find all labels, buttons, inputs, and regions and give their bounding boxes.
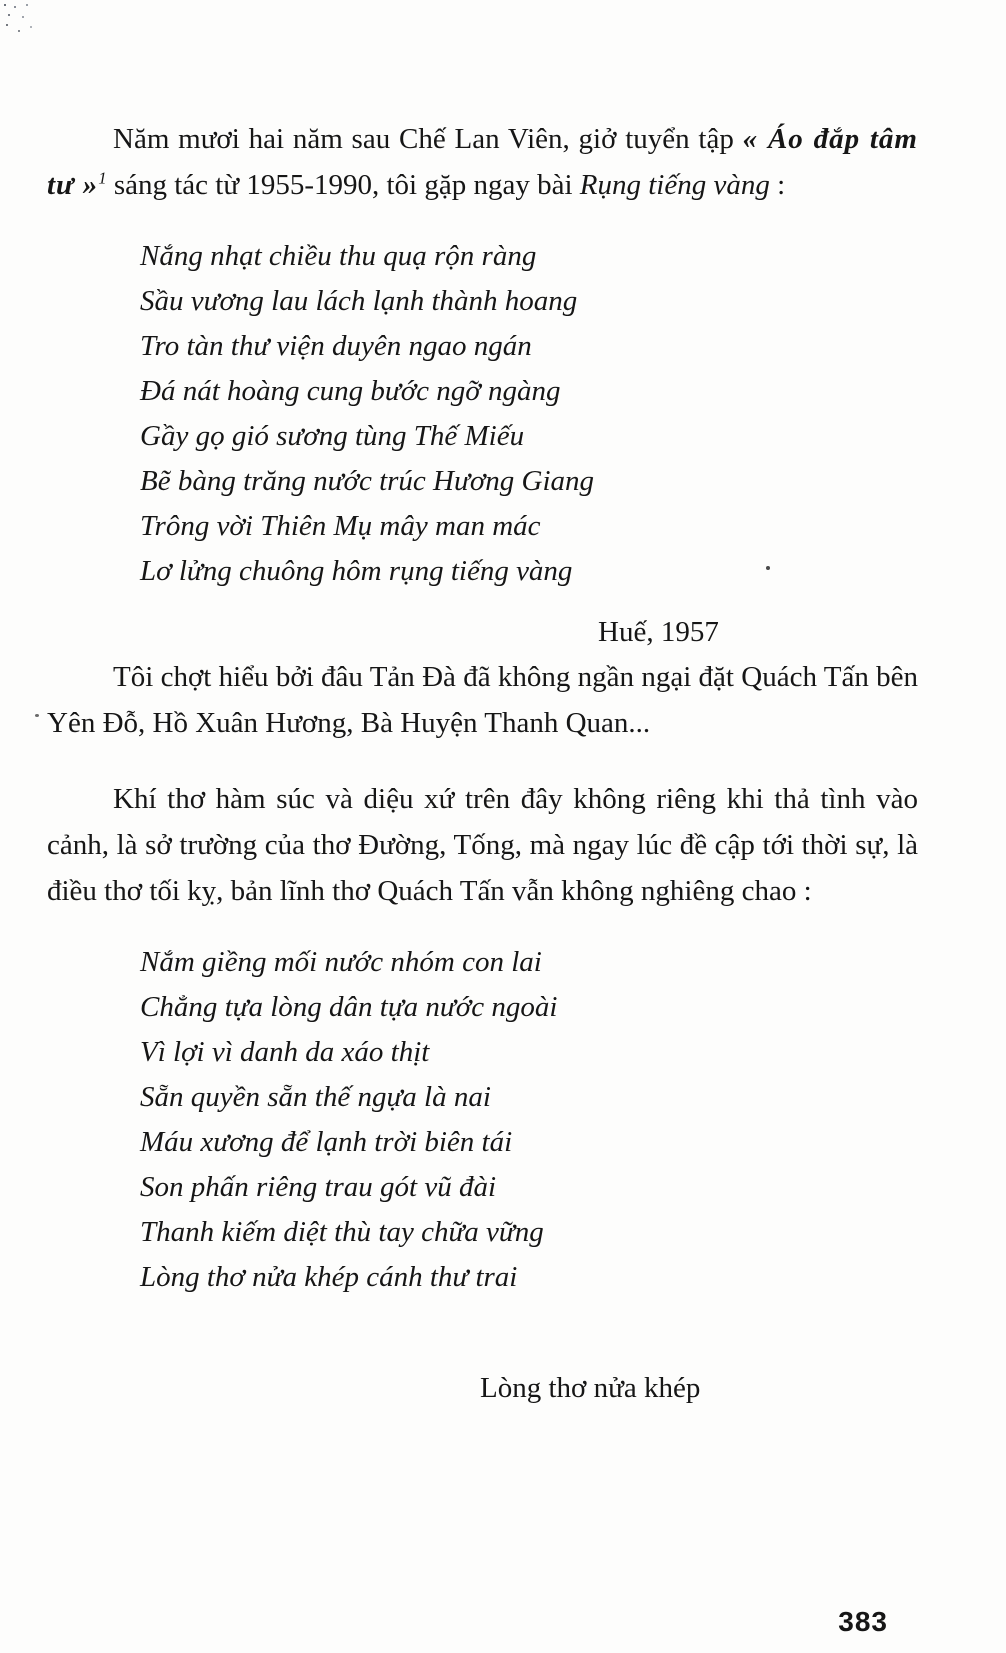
poem-line: Chẳng tựa lòng dân tựa nước ngoài: [140, 991, 558, 1023]
poem-line: Vì lợi vì danh da xáo thịt: [140, 1036, 430, 1068]
poem-line: Sầu vương lau lách lạnh thành hoang: [140, 285, 578, 317]
text-segment: sáng tác từ 1955-1990, tôi gặp ngay bài: [106, 169, 580, 201]
paragraph-intro: [47, 116, 918, 208]
poem-line: Trông vời Thiên Mụ mây man mác: [140, 510, 541, 542]
paragraph-commentary-1: Tôi chợt hiểu bởi đâu Tản Đà đã không ngần ngại đặt Quách Tấn bên Yên Đỗ, Hồ Xuân Hương, Bà Huyện Thanh Quan...: [47, 661, 918, 739]
text-segment: :: [769, 169, 786, 201]
text-segment: 1: [98, 168, 107, 188]
poem-long-tho-nua-khep: [140, 940, 918, 1300]
poem-attribution: Huế, 1957: [598, 616, 719, 648]
poem-line: Lơ lửng chuông hôm rụng tiếng vàng: [140, 555, 573, 587]
poem-line: Sẵn quyền sẵn thế ngựa là nai: [140, 1081, 491, 1113]
poem-line: Nắm giềng mối nước nhóm con lai: [140, 946, 542, 978]
poem-line: Son phấn riêng trau gót vũ đài: [140, 1171, 497, 1203]
poem-title-caption: Lòng thơ nửa khép: [480, 1372, 701, 1404]
scan-noise-speckles: [4, 4, 6, 6]
poem-line: Bẽ bàng trăng nước trúc Hương Giang: [140, 465, 595, 497]
page-number: 383: [838, 1606, 888, 1637]
poem-line: Đá nát hoàng cung bước ngỡ ngàng: [140, 375, 561, 407]
poem-line: Gầy gọ gió sương tùng Thế Miếu: [140, 420, 525, 452]
text-segment: Năm mươi hai năm sau Chế Lan Viên, giở tuyển tập: [113, 123, 743, 155]
poem-line: Thanh kiếm diệt thù tay chữa vững: [140, 1216, 544, 1248]
poem-line: Máu xương để lạnh trời biên tái: [140, 1126, 513, 1158]
text-segment: Rụng tiếng vàng: [579, 169, 770, 201]
scan-stray-dot: [766, 566, 770, 570]
scan-stray-dot: [35, 714, 39, 717]
poem-rung-tieng-vang: [140, 234, 918, 594]
poem-line: Tro tàn thư viện duyên ngao ngán: [140, 330, 532, 362]
poem-line: Lòng thơ nửa khép cánh thư trai: [140, 1261, 518, 1293]
text-segment: « Áo đắp tâm tư »: [47, 123, 918, 201]
poem-line: Nắng nhạt chiều thu quạ rộn ràng: [140, 240, 537, 272]
paragraph-commentary-2: Khí thơ hàm súc và diệu xứ trên đây không riêng khi thả tình vào cảnh, là sở trường của thơ Đường, Tống, mà ngay lúc đề cập tới thời sự, là điều thơ tối kỵ, bản lĩnh thơ Quách Tấn vẫn không nghiêng chao :: [47, 783, 918, 907]
